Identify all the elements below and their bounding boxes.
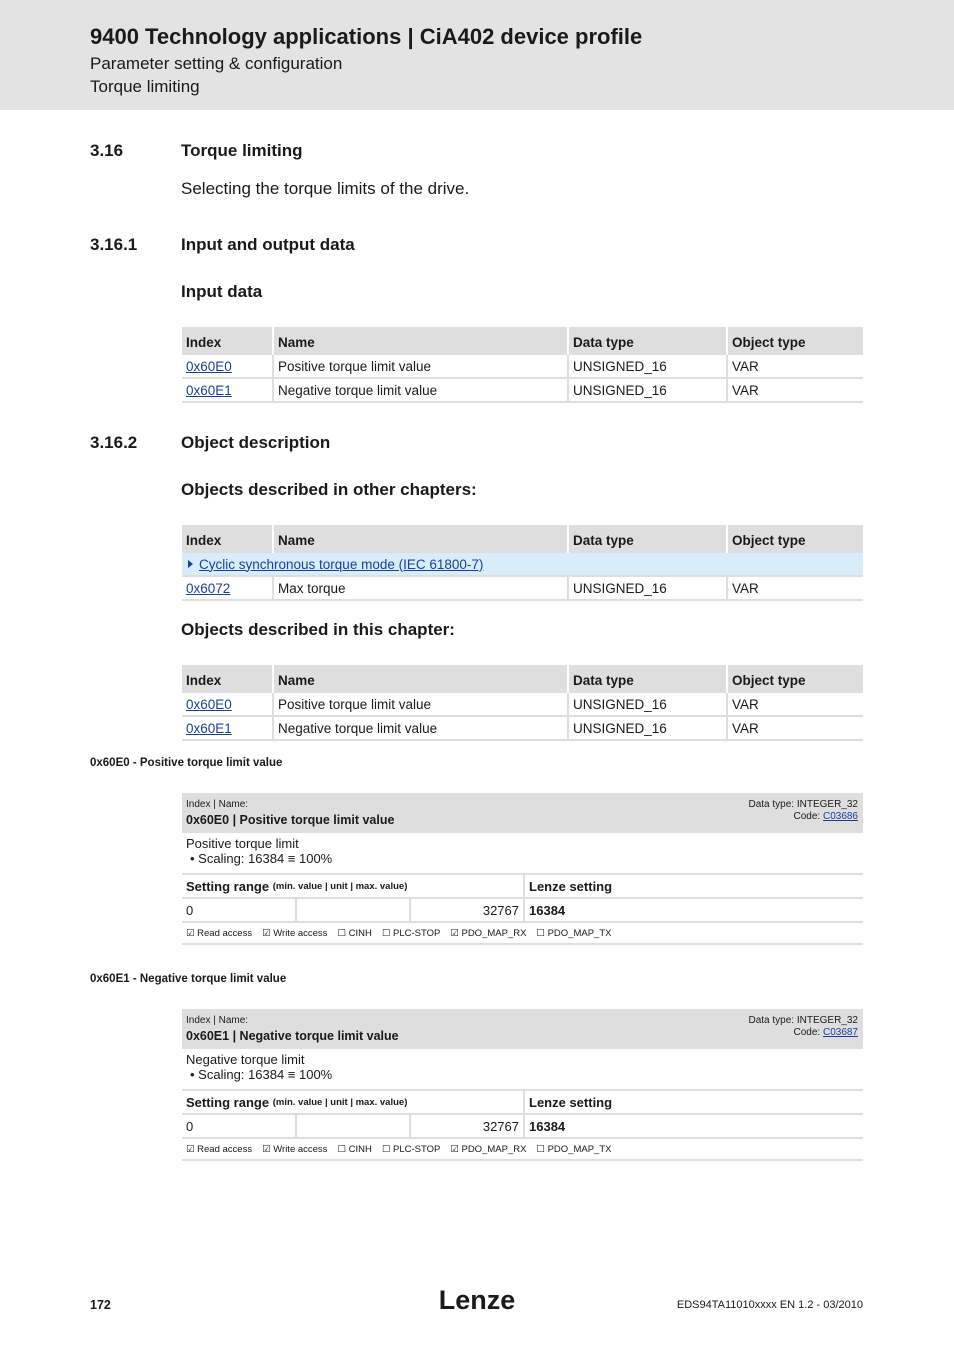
access-flags xyxy=(182,1139,863,1161)
cinh-flag: ☐ CINH xyxy=(337,927,372,939)
description-text: Negative torque limit xyxy=(186,1052,305,1067)
index-link[interactable]: 0x6072 xyxy=(186,580,231,596)
lenze-setting-label: Lenze setting xyxy=(523,875,863,897)
pdo-map-rx-flag: ☑ PDO_MAP_RX xyxy=(450,1143,527,1155)
unit-value xyxy=(295,899,409,921)
col-object-type: Object type xyxy=(727,327,863,355)
subsection-number: 3.16.2 xyxy=(90,433,138,452)
table-row xyxy=(182,693,863,716)
col-object-type: Object type xyxy=(727,665,863,693)
chapter-link-row xyxy=(182,553,863,576)
code-link[interactable]: C03686 xyxy=(822,811,858,822)
logo-text: Lenze xyxy=(438,1285,516,1315)
lenze-setting-value: 16384 xyxy=(523,899,863,921)
name-cell: Negative torque limit value xyxy=(273,378,568,402)
description-text: Positive torque limit xyxy=(186,836,299,851)
dtype-cell: UNSIGNED_16 xyxy=(568,355,727,378)
col-name: Name xyxy=(273,525,568,553)
name-cell: Positive torque limit value xyxy=(273,355,568,378)
code-label: Code: xyxy=(793,1027,821,1038)
col-name: Name xyxy=(273,665,568,693)
name-cell: Negative torque limit value xyxy=(273,716,568,740)
code-label: Code: xyxy=(793,811,821,822)
dtype-cell: UNSIGNED_16 xyxy=(568,716,727,740)
parameter-description xyxy=(182,1049,863,1091)
otype-cell: VAR xyxy=(727,576,863,600)
section-number: 3.16 xyxy=(90,141,124,160)
parameter-box xyxy=(182,1009,863,1161)
lenze-setting-label: Lenze setting xyxy=(523,1091,863,1113)
pdo-map-rx-flag: ☑ PDO_MAP_RX xyxy=(450,927,527,939)
page-number: 172 xyxy=(90,1298,111,1312)
parameter-box xyxy=(182,793,863,945)
parameter-header xyxy=(182,793,863,833)
index-link[interactable]: 0x60E0 xyxy=(186,696,232,712)
otype-cell: VAR xyxy=(727,378,863,402)
col-object-type: Object type xyxy=(727,525,863,553)
dtype-cell: UNSIGNED_16 xyxy=(568,693,727,716)
setting-range-values xyxy=(182,1115,863,1139)
code-link[interactable]: C03687 xyxy=(822,1027,858,1038)
write-access-flag: ☑ Write access xyxy=(262,1143,328,1155)
input-data-table xyxy=(182,327,863,403)
setting-range-label: Setting range xyxy=(186,1094,270,1110)
this-objects-table xyxy=(182,665,863,741)
cinh-flag: ☐ CINH xyxy=(337,1143,372,1155)
data-type-label: Data type: INTEGER_32 xyxy=(748,1015,858,1026)
table-header-row xyxy=(182,327,863,355)
subsection-title: Input and output data xyxy=(181,235,355,254)
chapter-subtitle: Parameter setting & configuration xyxy=(90,54,343,73)
setting-range-note: (min. value | unit | max. value) xyxy=(272,880,408,892)
col-data-type: Data type xyxy=(568,327,727,355)
col-index: Index xyxy=(182,327,273,355)
table-header-row xyxy=(182,525,863,553)
other-chapters-heading: Objects described in other chapters: xyxy=(181,480,477,499)
pdo-map-tx-flag: ☐ PDO_MAP_TX xyxy=(536,927,612,939)
read-access-flag: ☑ Read access xyxy=(186,1143,253,1155)
table-row xyxy=(182,378,863,402)
other-objects-table xyxy=(182,525,863,601)
unit-value xyxy=(295,1115,409,1137)
plc-stop-flag: ☐ PLC-STOP xyxy=(381,1143,441,1155)
index-link[interactable]: 0x60E1 xyxy=(186,382,232,398)
otype-cell: VAR xyxy=(727,716,863,740)
otype-cell: VAR xyxy=(727,355,863,378)
subsection-title: Object description xyxy=(181,433,331,452)
input-data-heading: Input data xyxy=(181,282,263,301)
col-index: Index xyxy=(182,525,273,553)
setting-range-note: (min. value | unit | max. value) xyxy=(272,1096,408,1108)
subsection-number: 3.16.1 xyxy=(90,235,138,254)
scaling-bullet: • Scaling: 16384 ≡ 100% xyxy=(190,851,333,866)
read-access-flag: ☑ Read access xyxy=(186,927,253,939)
parameter-description xyxy=(182,833,863,875)
section-title: Torque limiting xyxy=(181,141,303,160)
table-row xyxy=(182,716,863,740)
name-cell: Positive torque limit value xyxy=(273,693,568,716)
col-data-type: Data type xyxy=(568,525,727,553)
page-header xyxy=(0,0,954,110)
min-value: 0 xyxy=(186,902,194,918)
write-access-flag: ☑ Write access xyxy=(262,927,328,939)
otype-cell: VAR xyxy=(727,693,863,716)
col-name: Name xyxy=(273,327,568,355)
setting-range-label: Setting range xyxy=(186,878,270,894)
lenze-logo xyxy=(438,1285,516,1315)
table-header-row xyxy=(182,665,863,693)
index-link[interactable]: 0x60E0 xyxy=(186,358,232,374)
this-chapter-heading: Objects described in this chapter: xyxy=(181,620,455,639)
setting-range-header xyxy=(182,1091,863,1115)
setting-range-values xyxy=(182,899,863,923)
object-heading: 0x60E1 - Negative torque limit value xyxy=(90,973,287,985)
dtype-cell: UNSIGNED_16 xyxy=(568,576,727,600)
index-name-label: Index | Name: xyxy=(186,799,249,810)
parameter-name: 0x60E1 | Negative torque limit value xyxy=(186,1029,399,1043)
pdo-map-tx-flag: ☐ PDO_MAP_TX xyxy=(536,1143,612,1155)
table-row xyxy=(182,576,863,600)
index-link[interactable]: 0x60E1 xyxy=(186,720,232,736)
lenze-setting-value: 16384 xyxy=(523,1115,863,1137)
document-reference: EDS94TA11010xxxx EN 1.2 - 03/2010 xyxy=(676,1299,863,1311)
max-value: 32767 xyxy=(409,899,523,921)
section-subtitle: Torque limiting xyxy=(90,77,200,96)
data-type-label: Data type: INTEGER_32 xyxy=(748,799,858,810)
document-title: 9400 Technology applications | CiA402 device profile xyxy=(90,24,643,49)
index-name-label: Index | Name: xyxy=(186,1015,249,1026)
col-index: Index xyxy=(182,665,273,693)
parameter-name: 0x60E0 | Positive torque limit value xyxy=(186,813,395,827)
chapter-link[interactable]: Cyclic synchronous torque mode (IEC 61800-7) xyxy=(199,556,484,572)
name-cell: Max torque xyxy=(273,576,568,600)
section-intro: Selecting the torque limits of the drive. xyxy=(181,179,470,198)
col-data-type: Data type xyxy=(568,665,727,693)
table-row xyxy=(182,355,863,378)
setting-range-header xyxy=(182,875,863,899)
dtype-cell: UNSIGNED_16 xyxy=(568,378,727,402)
object-heading: 0x60E0 - Positive torque limit value xyxy=(90,757,283,769)
access-flags xyxy=(182,923,863,945)
parameter-header xyxy=(182,1009,863,1049)
plc-stop-flag: ☐ PLC-STOP xyxy=(381,927,441,939)
min-value: 0 xyxy=(186,1118,194,1134)
max-value: 32767 xyxy=(409,1115,523,1137)
scaling-bullet: • Scaling: 16384 ≡ 100% xyxy=(190,1067,333,1082)
arrow-right-icon xyxy=(188,560,193,568)
